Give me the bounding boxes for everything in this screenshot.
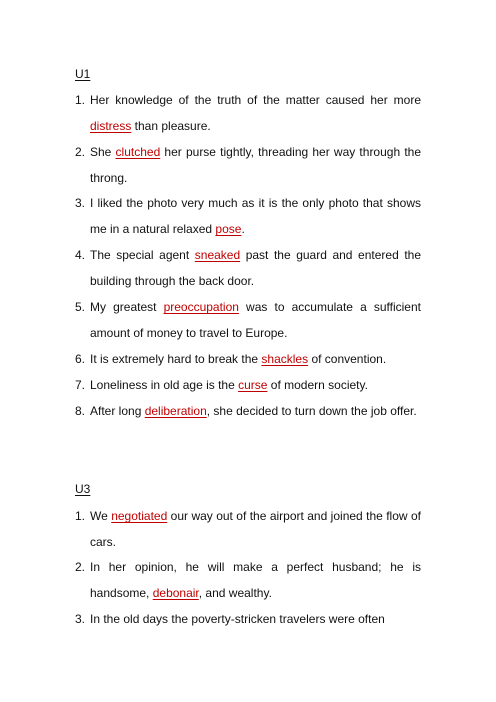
list-item (75, 139, 421, 191)
item-number: 1. (75, 93, 86, 107)
vocab-word: clutched (115, 145, 161, 159)
section-heading-u3: U3 (75, 482, 91, 496)
list-item (75, 294, 421, 346)
item-number: 3. (75, 196, 86, 210)
list-item (75, 242, 421, 294)
item-number: 7. (75, 378, 86, 392)
list-item (75, 87, 421, 139)
list-item (75, 503, 421, 555)
item-number: 2. (75, 145, 86, 159)
item-number: 3. (75, 612, 86, 626)
item-text: I liked the photo very much as it is the only photo that shows me in a natural relaxed pose. (90, 196, 421, 236)
item-text: Her knowledge of the truth of the matter caused her more distress than pleasure. (90, 93, 421, 133)
vocab-word: sneaked (194, 248, 241, 262)
vocab-word: debonair (152, 586, 199, 600)
item-text: In her opinion, he will make a perfect husband; he is handsome, debonair, and wealthy. (90, 560, 421, 600)
vocab-word: pose (215, 222, 242, 236)
item-text: In the old days the poverty-stricken travelers were often (90, 612, 385, 626)
vocab-word: negotiated (111, 509, 168, 523)
item-number: 8. (75, 404, 86, 418)
section-heading-u1: U1 (75, 67, 91, 81)
item-number: 5. (75, 300, 86, 314)
list-item (75, 398, 421, 424)
vocab-word: deliberation (144, 404, 207, 418)
item-number: 2. (75, 560, 86, 574)
item-text: We negotiated our way out of the airport and joined the flow of cars. (90, 509, 421, 549)
item-text: After long deliberation, she decided to turn down the job offer. (90, 404, 417, 418)
list-item (75, 190, 421, 242)
list-item (75, 346, 421, 372)
item-number: 1. (75, 509, 86, 523)
item-text: Loneliness in old age is the curse of modern society. (90, 378, 368, 392)
list-item (75, 372, 421, 398)
item-number: 4. (75, 248, 86, 262)
list-item (75, 606, 421, 632)
vocab-word: curse (238, 378, 268, 392)
item-text: She clutched her purse tightly, threading her way through the throng. (90, 145, 421, 185)
item-number: 6. (75, 352, 86, 366)
item-text: It is extremely hard to break the shackles of convention. (90, 352, 387, 366)
vocab-word: shackles (261, 352, 309, 366)
list-item (75, 554, 421, 606)
vocab-word: distress (90, 119, 132, 133)
item-text: My greatest preoccupation was to accumulate a sufficient amount of money to travel to Europe. (90, 300, 421, 340)
vocab-word: preoccupation (163, 300, 239, 314)
item-text: The special agent sneaked past the guard and entered the building through the back door. (90, 248, 421, 288)
